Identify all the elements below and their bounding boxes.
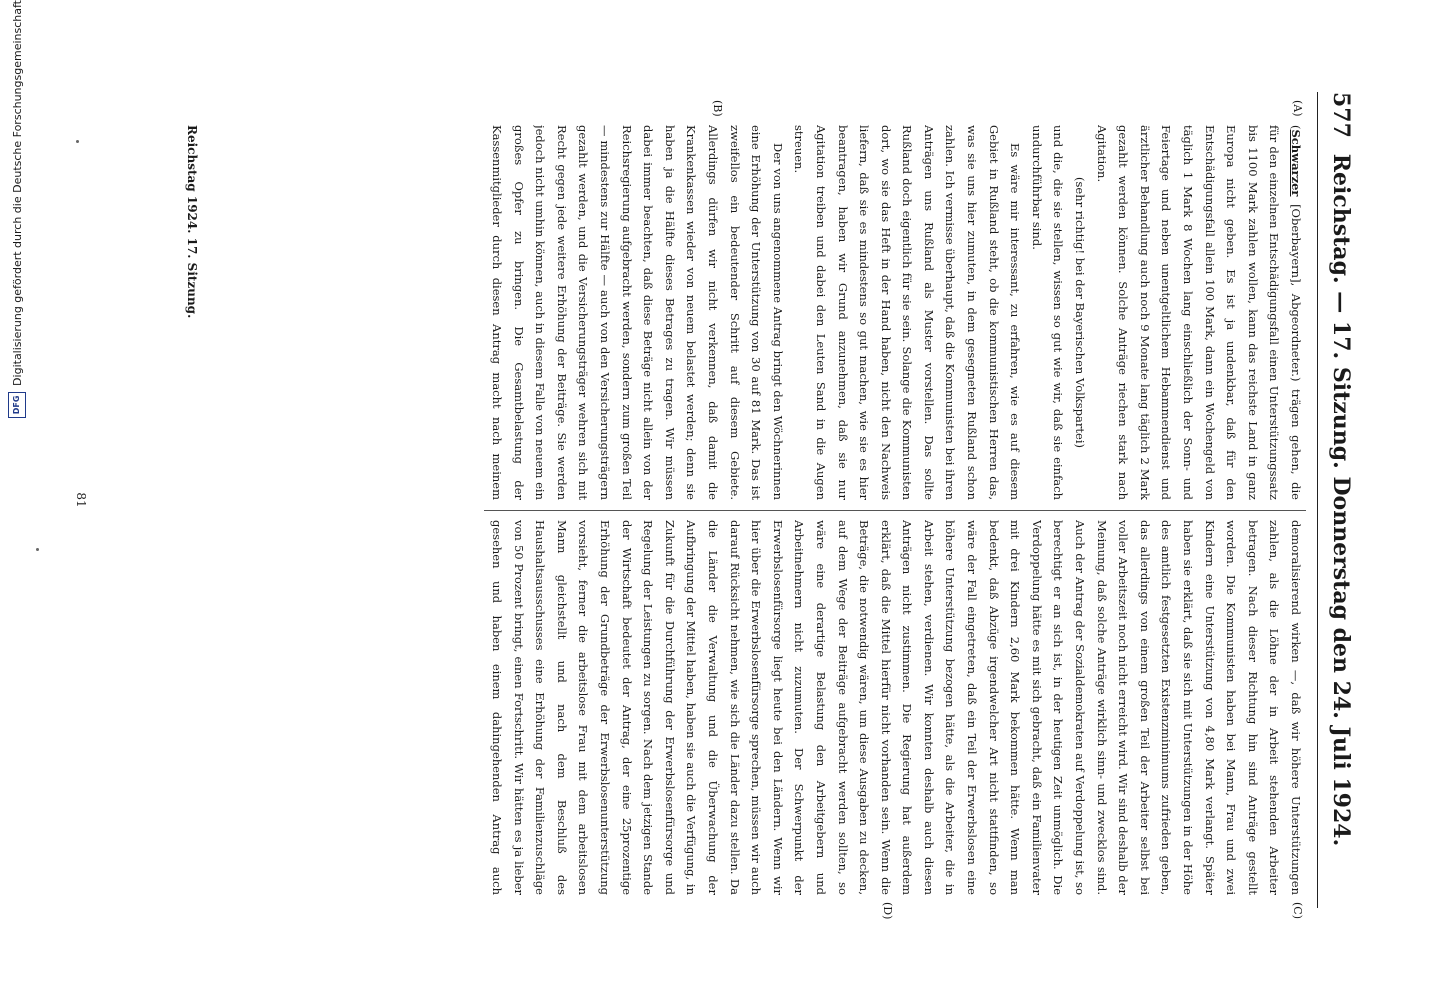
footer-session-label: Reichstag 1924. 17. Sitzung. [185, 125, 199, 319]
speaker-name: Schwarzer [1289, 129, 1303, 197]
page-number: 577 [1328, 92, 1354, 138]
left-column [484, 125, 1306, 500]
paragraph: Der von uns angenommene Antrag bringt den Wöchnerinnen eine Erhöhung der Unterstützung von 30 auf 81 Mark. Das ist zweifellos ein bedeutender Schritt auf diesem Gebiete. Allerdings dürfen wir nicht verkennen, daß damit die Krankenkassen wieder von neuem belastet werden; denn sie haben ja die Hälfte dieses Betrages zu tragen. Wir müssen dabei immer beachten, daß diese Beträge nicht allein von der Reichsregierung aufgebracht werden, sondern zum großen Teil — mindestens zur Hälfte — auch von den Versicherungsträgern gezahlt werden, und die Versicherungsträger wehren sich mit Recht gegen jede weitere Erhöhung der Beiträge. Sie werden jedoch nicht umhin können, auch in diesem Falle von neuem ein großes Opfer zu bringen. Die Gesamtbelastung der Kassenmitglieder durch diesen Antrag macht nach meinem [490, 125, 785, 500]
header-rule [1317, 92, 1318, 908]
margin-marker-d: (D) [881, 902, 894, 920]
dfg-logo-icon: DFG [8, 392, 26, 418]
scan-speck [36, 548, 39, 551]
margin-marker-c: (C) [1291, 902, 1304, 919]
footer-page-number: 81 [74, 492, 88, 508]
paragraph: (Schwarzer [Oberbayern], Abgeordneter.) trägen gehen, die für den einzelnen Entschädigungsfall einen Unterstützungssatz bis 1100 Mark zahlen wollen, kann das reichste Land in ganz Europa nicht geben. Es ist ja undenkbar, daß für den Entschädigungsfall allein 100 Mark, dann ein Wochengeld von täglich 1 Mark 8 Wochen lang einschließlich der Sonn- und Feiertage und neben unentgeltlichem Hebammendienst und ärztlicher Behandlung auch noch 9 Monate lang täglich 2 Mark gezahlt werden können. Solche Anträge riechen stark nach Agitation. [1094, 125, 1303, 500]
column-divider [484, 510, 1306, 511]
paragraph: Es wäre mir interessant, zu erfahren, wie es auf diesem Gebiet in Rußland steht, ob die kommunistischen Herren das, was sie uns hier zumuten, in dem gesegneten Rußland schon zahlen. Ich vermisse überhaupt, daß die Kommunisten bei ihren Anträgen uns Rußland als Muster vorstellen. Das sollte Rußland doch eigentlich für sie sein. Solange die Kommunisten dort, wo sie das Heft in der Hand haben, nicht den Nachweis liefern, daß sie es mindestens so gut machen, wie sie es hier beantragen, haben wir Grund anzunehmen, daß sie nur Agitation treiben und dabei den Leuten Sand in die Augen streuen. [792, 125, 1023, 500]
notice-text: Digitalisierung gefördert durch die Deutsche Forschungsgemeinschaft [10, 0, 24, 386]
page-header [1318, 92, 1354, 908]
page-title: Reichstag. — 17. Sitzung. Donnerstag den 24. Juli 1924. [1328, 153, 1354, 847]
scan-speck [76, 140, 79, 143]
right-column [484, 520, 1306, 895]
digitization-notice [5, 0, 29, 1000]
margin-marker-a: (A) [1291, 100, 1304, 117]
paragraph: demoralisierend wirken —, daß wir höhere Unterstützungen zahlen, als die Löhne der in Arbeit stehenden Arbeiter betragen. Nach dieser Richtung hin sind Anträge gestellt worden. Die Kommunisten haben bei Mann, Frau und zwei Kindern eine Unterstützung von 4,80 Mark verlangt. Später haben sie erklärt, daß sie sich mit Unterstützungen in der Höhe des amtlich festgesetzten Existenzminimums zufrieden geben, das allerdings von einem großen Teil der Arbeiter selbst bei voller Arbeitszeit noch nicht erreicht wird. Wir sind deshalb der Meinung, daß solche Anträge wirklich sinn- und zwecklos sind. Auch der Antrag der Sozialdemokraten auf Verdoppelung ist, so berechtigt er an sich ist, in der heutigen Zeit unmöglich. Die Verdoppelung hätte es mit sich gebracht, daß ein Familienvater mit drei Kindern 2,60 Mark bekommen hätte. Wenn man bedenkt, daß Abzüge irgendwelcher Art nicht stattfinden, so wäre der Fall eingetreten, daß ein Teil der Erwerbslosen eine höhere Unterstützung bezogen hätte, als die Arbeiter, die in Arbeit stehen, verdienen. Wir konnten deshalb auch diesen Anträgen nicht zustimmen. Die Regierung hat außerdem erklärt, daß die Mittel hierfür nicht vorhanden sein. Wenn die Beträge, die notwendig wären, um diese Ausgaben zu decken, auf dem Wege der Beiträge aufgebracht werden sollten, so wäre eine derartige Belastung den Arbeitgebern und Arbeitnehmern nicht zuzumuten. Der Schwerpunkt der Erwerbslosenfürsorge liegt heute bei den Ländern. Wenn wir hier über die Erwerbslosenfürsorge sprechen, müssen wir auch darauf Rücksicht nehmen, wie sich die Länder dazu stellen. Da die Länder die Verwaltung und die Überwachung der Aufbringung der Mittel haben, haben sie auch die Verfügung, in Zukunft für die Durchführung der Erwerbslosenfürsorge und Regelung der Leistungen zu sorgen. Nach dem jetzigen Stande der Wirtschaft bedeutet der Antrag, der eine 25prozentige Erhöhung der Grundbeträge der Erwerbslosenunterstützung vorsieht, ferner die arbeitslose Frau mit dem arbeitslosen Mann gleichstellt und nach dem Beschluß des Haushaltsausschusses eine Erhöhung der Familienzuschläge von 50 Prozent bringt, einen Fortschritt. Wir hätten es ja lieber gesehen und haben einem dahingehenden Antrag auch [490, 520, 1303, 895]
paragraph: (sehr richtig! bei der Bayerischen Volkspartei) [1073, 177, 1088, 448]
speaker-suffix: [Oberbayern], Abgeordneter. [1289, 204, 1303, 377]
paragraph-text: trägen gehen, die für den einzelnen Entschädigungsfall einen Unterstützungssatz bis 1100 Mark zahlen wollen, kann das reichste Land in ganz Europa nicht geben. Es ist ja undenkbar, daß für den Entschädigungsfall allein 100 Mark, dann ein Wochengeld von täglich 1 Mark 8 Wochen lang einschließlich der Sonn- und Feiertage und neben unentgeltlichem Hebammendienst und ärztlicher Behandlung auch noch 9 Monate lang täglich 2 Mark gezahlt werden können. Solche Anträge riechen stark nach Agitation. [1094, 125, 1303, 500]
margin-marker-b: (B) [711, 100, 724, 117]
paragraph: und die, die sie stellen, wissen so gut wie wir, daß sie einfach undurchführbar sind. [1029, 125, 1066, 500]
